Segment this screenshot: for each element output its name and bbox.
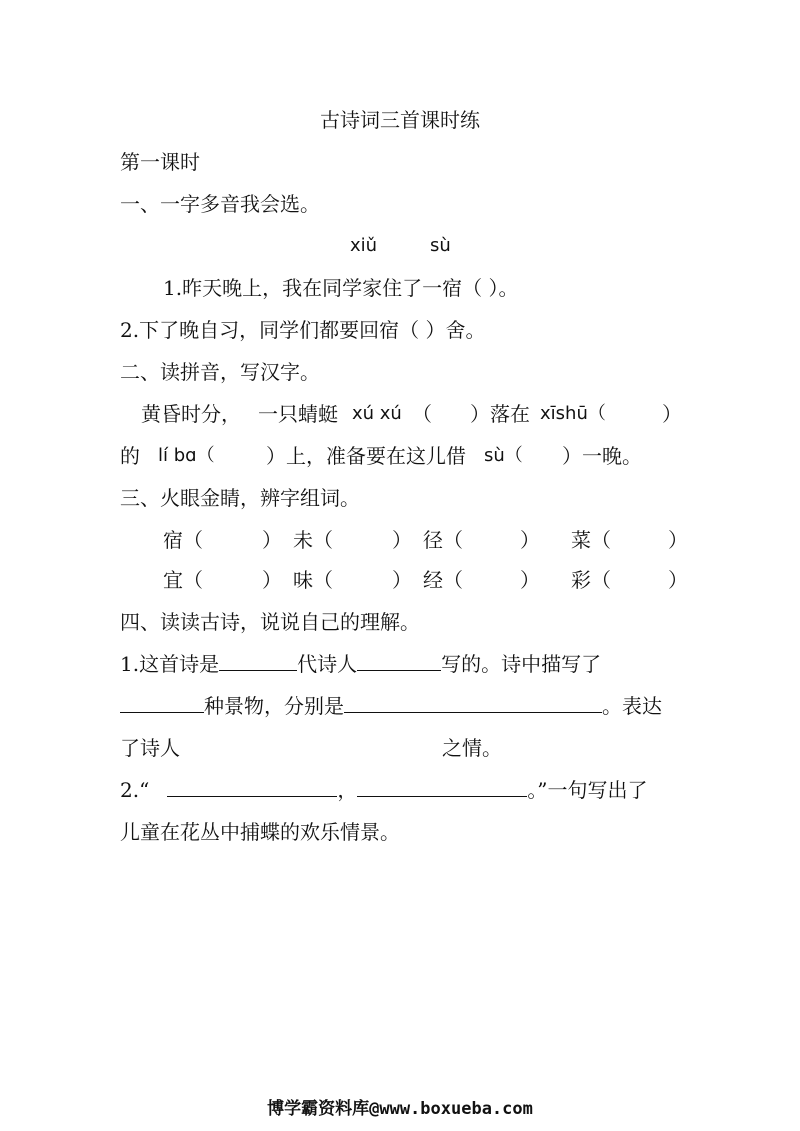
blank-verse-1[interactable] bbox=[167, 776, 337, 797]
section-1-heading: 一、一字多音我会选。 bbox=[120, 192, 320, 216]
s4-p1-c: 写的。诗中描写了 bbox=[441, 652, 602, 676]
question-1-2: 2.下了晚自习，同学们都要回宿（ ）舍。 bbox=[120, 318, 486, 342]
s3-r2-c2-close: ） bbox=[392, 568, 412, 592]
s2-l1-e: ）落在 bbox=[470, 402, 530, 426]
s4-p4-a: 2.“ bbox=[120, 778, 150, 802]
page-title: 古诗词三首课时练 bbox=[320, 108, 480, 132]
s4-p2-a: 种景物，分别是 bbox=[204, 694, 344, 718]
s2-l1-paren-close: ） bbox=[662, 402, 682, 426]
blank-poet[interactable] bbox=[357, 650, 441, 671]
s3-r2-c1-open: 宜（ bbox=[163, 568, 203, 592]
section-2-heading: 二、读拼音，写汉字。 bbox=[120, 360, 320, 384]
blank-dynasty[interactable] bbox=[219, 650, 297, 671]
s3-r1-c3-close: ） bbox=[520, 528, 540, 552]
s3-r1-c4-close: ） bbox=[668, 528, 688, 552]
s2-l1-b: 一只蜻蜓 bbox=[258, 402, 338, 426]
s2-l1-a: 黄昏时分， bbox=[141, 402, 241, 426]
s4-p1-b: 代诗人 bbox=[297, 652, 358, 676]
s4-para-4 bbox=[120, 776, 648, 804]
s2-l2-e: ）一晚。 bbox=[562, 444, 642, 468]
s3-r2-c1-close: ） bbox=[262, 568, 282, 592]
s4-para-3a: 了诗人 bbox=[120, 736, 180, 760]
s4-para-5: 儿童在花丛中捕蝶的欢乐情景。 bbox=[120, 820, 400, 844]
s3-r2-c3-open: 经（ bbox=[423, 568, 463, 592]
s2-pinyin-xishu: xīshū（ bbox=[540, 403, 606, 424]
blank-scenery-list[interactable] bbox=[344, 692, 602, 713]
s4-para-2 bbox=[120, 692, 662, 720]
s3-r2-c2-open: 味（ bbox=[293, 568, 333, 592]
s4-para-1 bbox=[120, 650, 601, 678]
s3-r1-c3-open: 径（ bbox=[423, 528, 463, 552]
s2-l2-c: ）上，准备要在这儿借 bbox=[266, 444, 466, 468]
s3-r1-c1-open: 宿（ bbox=[163, 528, 203, 552]
s3-r2-c4-open: 彩（ bbox=[571, 568, 611, 592]
footer-watermark: 博学霸资料库@www.boxueba.com bbox=[267, 1099, 533, 1119]
s3-r2-c3-close: ） bbox=[520, 568, 540, 592]
pinyin-b: sù bbox=[430, 235, 451, 256]
s4-p2-b: 。表达 bbox=[602, 694, 662, 718]
s2-pinyin-xuxu: xú xú bbox=[352, 403, 402, 424]
s3-r2-c4-close: ） bbox=[668, 568, 688, 592]
s3-r1-c1-close: ） bbox=[262, 528, 282, 552]
question-1-1: 1.昨天晚上，我在同学家住了一宿（ ）。 bbox=[163, 276, 519, 300]
s4-p1-a: 1.这首诗是 bbox=[120, 652, 220, 676]
s2-l1-paren-open: （ bbox=[412, 402, 432, 426]
blank-scenery-count[interactable] bbox=[120, 692, 204, 713]
pinyin-a: xiǔ bbox=[350, 235, 378, 256]
s2-pinyin-su: sù（ bbox=[484, 445, 523, 466]
s2-pinyin-liba: lí bɑ（ bbox=[158, 445, 215, 466]
s4-p4-b: ， bbox=[337, 778, 358, 802]
lesson-label: 第一课时 bbox=[120, 150, 200, 174]
s3-r1-c4-open: 菜（ bbox=[571, 528, 611, 552]
blank-verse-2[interactable] bbox=[357, 776, 527, 797]
section-3-heading: 三、火眼金睛，辨字组词。 bbox=[120, 486, 360, 510]
s4-p4-c: 。”一句写出了 bbox=[527, 778, 648, 802]
s3-r1-c2-close: ） bbox=[392, 528, 412, 552]
section-4-heading: 四、读读古诗，说说自己的理解。 bbox=[120, 610, 420, 634]
s2-l2-a: 的 bbox=[120, 444, 140, 468]
s3-r1-c2-open: 未（ bbox=[293, 528, 333, 552]
s4-para-3b: 之情。 bbox=[442, 736, 502, 760]
